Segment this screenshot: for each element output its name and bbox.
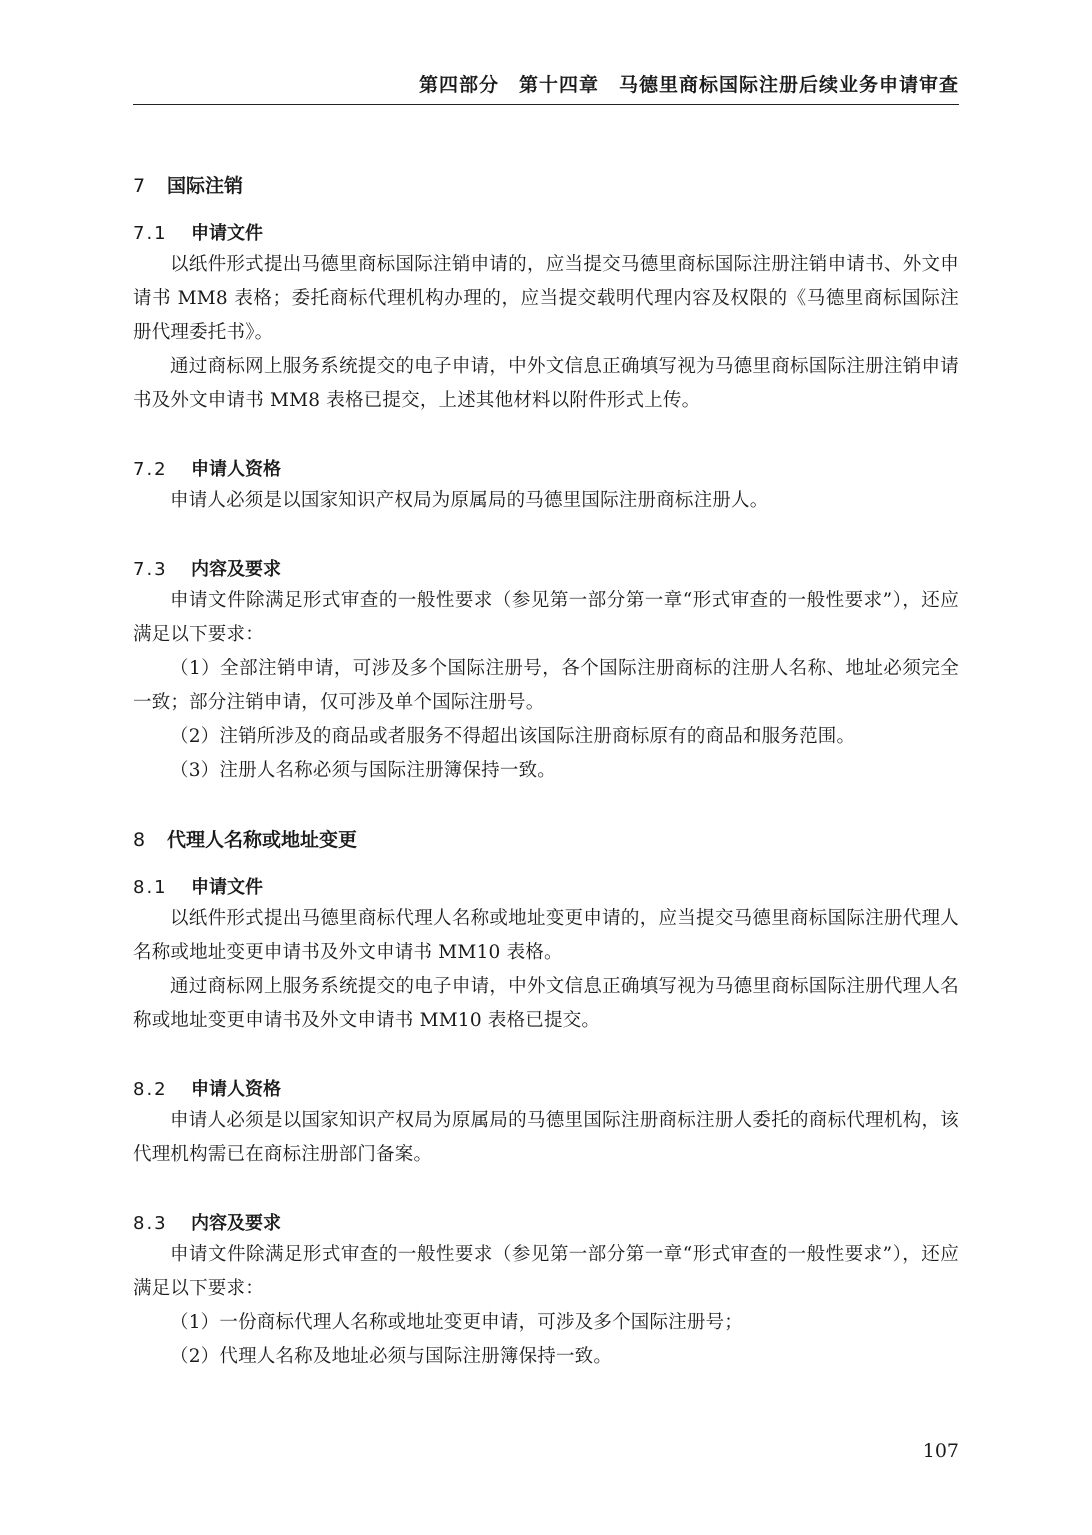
subsection-number: 8.2 (133, 1079, 168, 1100)
page-content (133, 172, 959, 1374)
paragraph: 以纸件形式提出马德里商标国际注销申请的，应当提交马德里商标国际注册注销申请书、外文申请书 MM8 表格；委托商标代理机构办理的，应当提交载明代理内容及权限的《马德里商标国际注册代理委托书》。 (133, 254, 959, 343)
subsection-number: 8.3 (133, 1213, 168, 1234)
paragraph: 申请文件除满足形式审查的一般性要求（参见第一部分第一章“形式审查的一般性要求”），还应满足以下要求： (133, 1244, 959, 1299)
paragraph: 通过商标网上服务系统提交的电子申请，中外文信息正确填写视为马德里商标国际注册注销申请书及外文申请书 MM8 表格已提交，上述其他材料以附件形式上传。 (133, 356, 959, 411)
subsection-title: 内容及要求 (191, 1213, 281, 1234)
subsection-number: 7.2 (133, 459, 168, 480)
paragraph: 通过商标网上服务系统提交的电子申请，中外文信息正确填写视为马德里商标国际注册代理人名称或地址变更申请书及外文申请书 MM10 表格已提交。 (133, 976, 959, 1031)
subsection-heading (133, 456, 959, 484)
subsection-heading (133, 1210, 959, 1238)
subsection-title: 内容及要求 (191, 559, 281, 580)
header-rule (133, 104, 959, 105)
page-number: 107 (922, 1440, 959, 1462)
subsection-heading (133, 220, 959, 248)
paragraph: 申请人必须是以国家知识产权局为原属局的马德里国际注册商标注册人委托的商标代理机构，该代理机构需已在商标注册部门备案。 (133, 1110, 959, 1165)
list-item: （1）一份商标代理人名称或地址变更申请，可涉及多个国际注册号； (170, 1312, 743, 1333)
list-item: （2）注销所涉及的商品或者服务不得超出该国际注册商标原有的商品和服务范围。 (170, 726, 856, 747)
subsection-number: 8.1 (133, 877, 168, 898)
section-title: 国际注销 (167, 175, 244, 197)
section-heading (133, 826, 959, 854)
subsection-number: 7.1 (133, 223, 168, 244)
subsection-number: 7.3 (133, 559, 168, 580)
list-item: （1）全部注销申请，可涉及多个国际注册号，各个国际注册商标的注册人名称、地址必须完全一致；部分注销申请，仅可涉及单个国际注册号。 (133, 658, 959, 713)
subsection-title: 申请文件 (191, 223, 263, 244)
subsection-title: 申请人资格 (191, 459, 281, 480)
paragraph: 申请人必须是以国家知识产权局为原属局的马德里国际注册商标注册人。 (170, 490, 769, 511)
list-item: （2）代理人名称及地址必须与国际注册簿保持一致。 (170, 1346, 613, 1367)
section-number: 8 (133, 829, 148, 851)
subsection-heading (133, 874, 959, 902)
subsection-heading (133, 1076, 959, 1104)
subsection-title: 申请人资格 (191, 1079, 281, 1100)
subsection-title: 申请文件 (191, 877, 263, 898)
running-header: 第四部分 第十四章 马德里商标国际注册后续业务申请审查 (418, 74, 959, 96)
paragraph: 以纸件形式提出马德里商标代理人名称或地址变更申请的，应当提交马德里商标国际注册代理人名称或地址变更申请书及外文申请书 MM10 表格。 (133, 908, 959, 963)
paragraph: 申请文件除满足形式审查的一般性要求（参见第一部分第一章“形式审查的一般性要求”），还应满足以下要求： (133, 590, 959, 645)
section-heading (133, 172, 959, 200)
subsection-heading (133, 556, 959, 584)
section-title: 代理人名称或地址变更 (167, 829, 358, 851)
list-item: （3）注册人名称必须与国际注册簿保持一致。 (170, 760, 556, 781)
section-number: 7 (133, 175, 148, 197)
